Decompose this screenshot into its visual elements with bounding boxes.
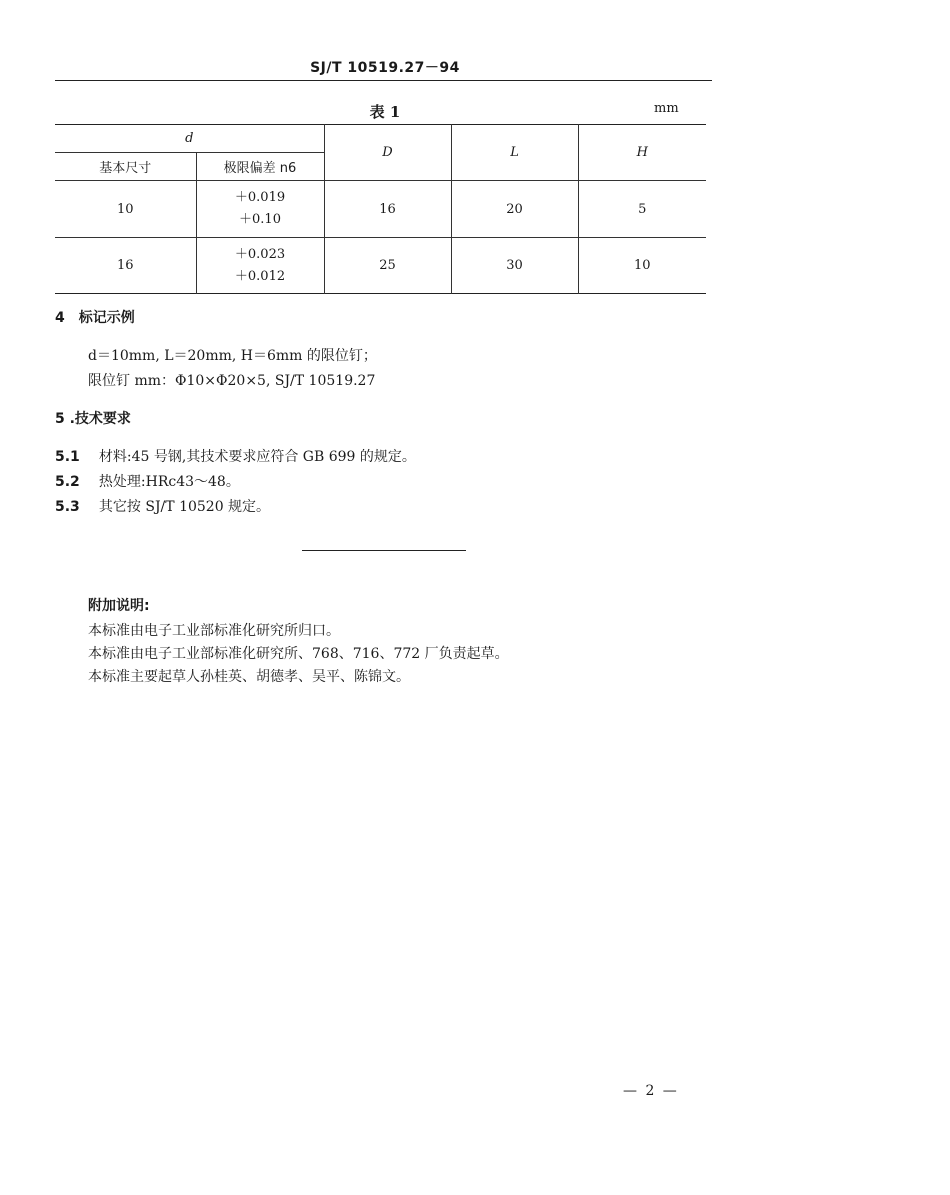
cell-deviation [196, 181, 324, 238]
dimension-table [55, 124, 706, 294]
cell-L: 20 [451, 181, 578, 238]
clause-number: 5.2 [55, 474, 80, 490]
cell-d: 16 [55, 238, 196, 294]
section-5-heading: 5 .技术要求 [55, 411, 131, 427]
appendix-line: 本标准由电子工业部标准化研究所、768、716、772 厂负责起草。 [88, 646, 509, 662]
appendix-line: 本标准主要起草人孙桂英、胡德孝、吴平、陈锦文。 [88, 669, 410, 685]
clause-text: 材料:45 号钢,其技术要求应符合 GB 699 的规定。 [98, 449, 416, 465]
appendix-heading: 附加说明: [88, 598, 150, 614]
header-rule [55, 80, 712, 81]
page-number: — 2 — [623, 1083, 679, 1099]
deviation-upper: ＋0.023 [234, 246, 286, 262]
header-basic-size: 基本尺寸 [55, 153, 196, 181]
section-4-heading: 4 标记示例 [55, 310, 135, 326]
clause-number: 5.3 [55, 499, 80, 515]
table-caption: 表 1 [369, 103, 401, 121]
cell-D: 16 [324, 181, 451, 238]
table-row [55, 181, 706, 238]
header-H: H [578, 125, 706, 181]
appendix-line: 本标准由电子工业部标准化研究所归口。 [88, 623, 340, 639]
cell-deviation [196, 238, 324, 294]
cell-D: 25 [324, 238, 451, 294]
cell-H: 5 [578, 181, 706, 238]
clause-text: 热处理:HRc43～48。 [98, 474, 240, 490]
marking-example-line-2: 限位钉 mm：Φ10×Φ20×5, SJ/T 10519.27 [88, 373, 376, 389]
table-row [55, 238, 706, 294]
header-limit-deviation: 极限偏差 n6 [196, 153, 324, 181]
marking-example-line-1: d＝10mm, L＝20mm, H＝6mm 的限位钉； [88, 348, 377, 364]
clause-5-3 [55, 496, 270, 516]
section-divider [302, 550, 466, 551]
deviation-lower: ＋0.10 [239, 212, 281, 227]
clause-5-2 [55, 471, 240, 491]
deviation-lower: ＋0.012 [234, 268, 286, 284]
header-d: d [55, 125, 324, 153]
clause-number: 5.1 [55, 449, 80, 465]
header-L: L [451, 125, 578, 181]
clause-5-1 [55, 446, 416, 466]
cell-L: 30 [451, 238, 578, 294]
deviation-upper: ＋0.019 [234, 190, 286, 205]
standard-code-header: SJ/T 10519.27－94 [310, 60, 460, 76]
cell-H: 10 [633, 258, 651, 273]
table-unit: mm [654, 101, 679, 116]
header-D: D [324, 125, 451, 181]
cell-d: 10 [55, 181, 196, 238]
clause-text: 其它按 SJ/T 10520 规定。 [98, 499, 271, 515]
